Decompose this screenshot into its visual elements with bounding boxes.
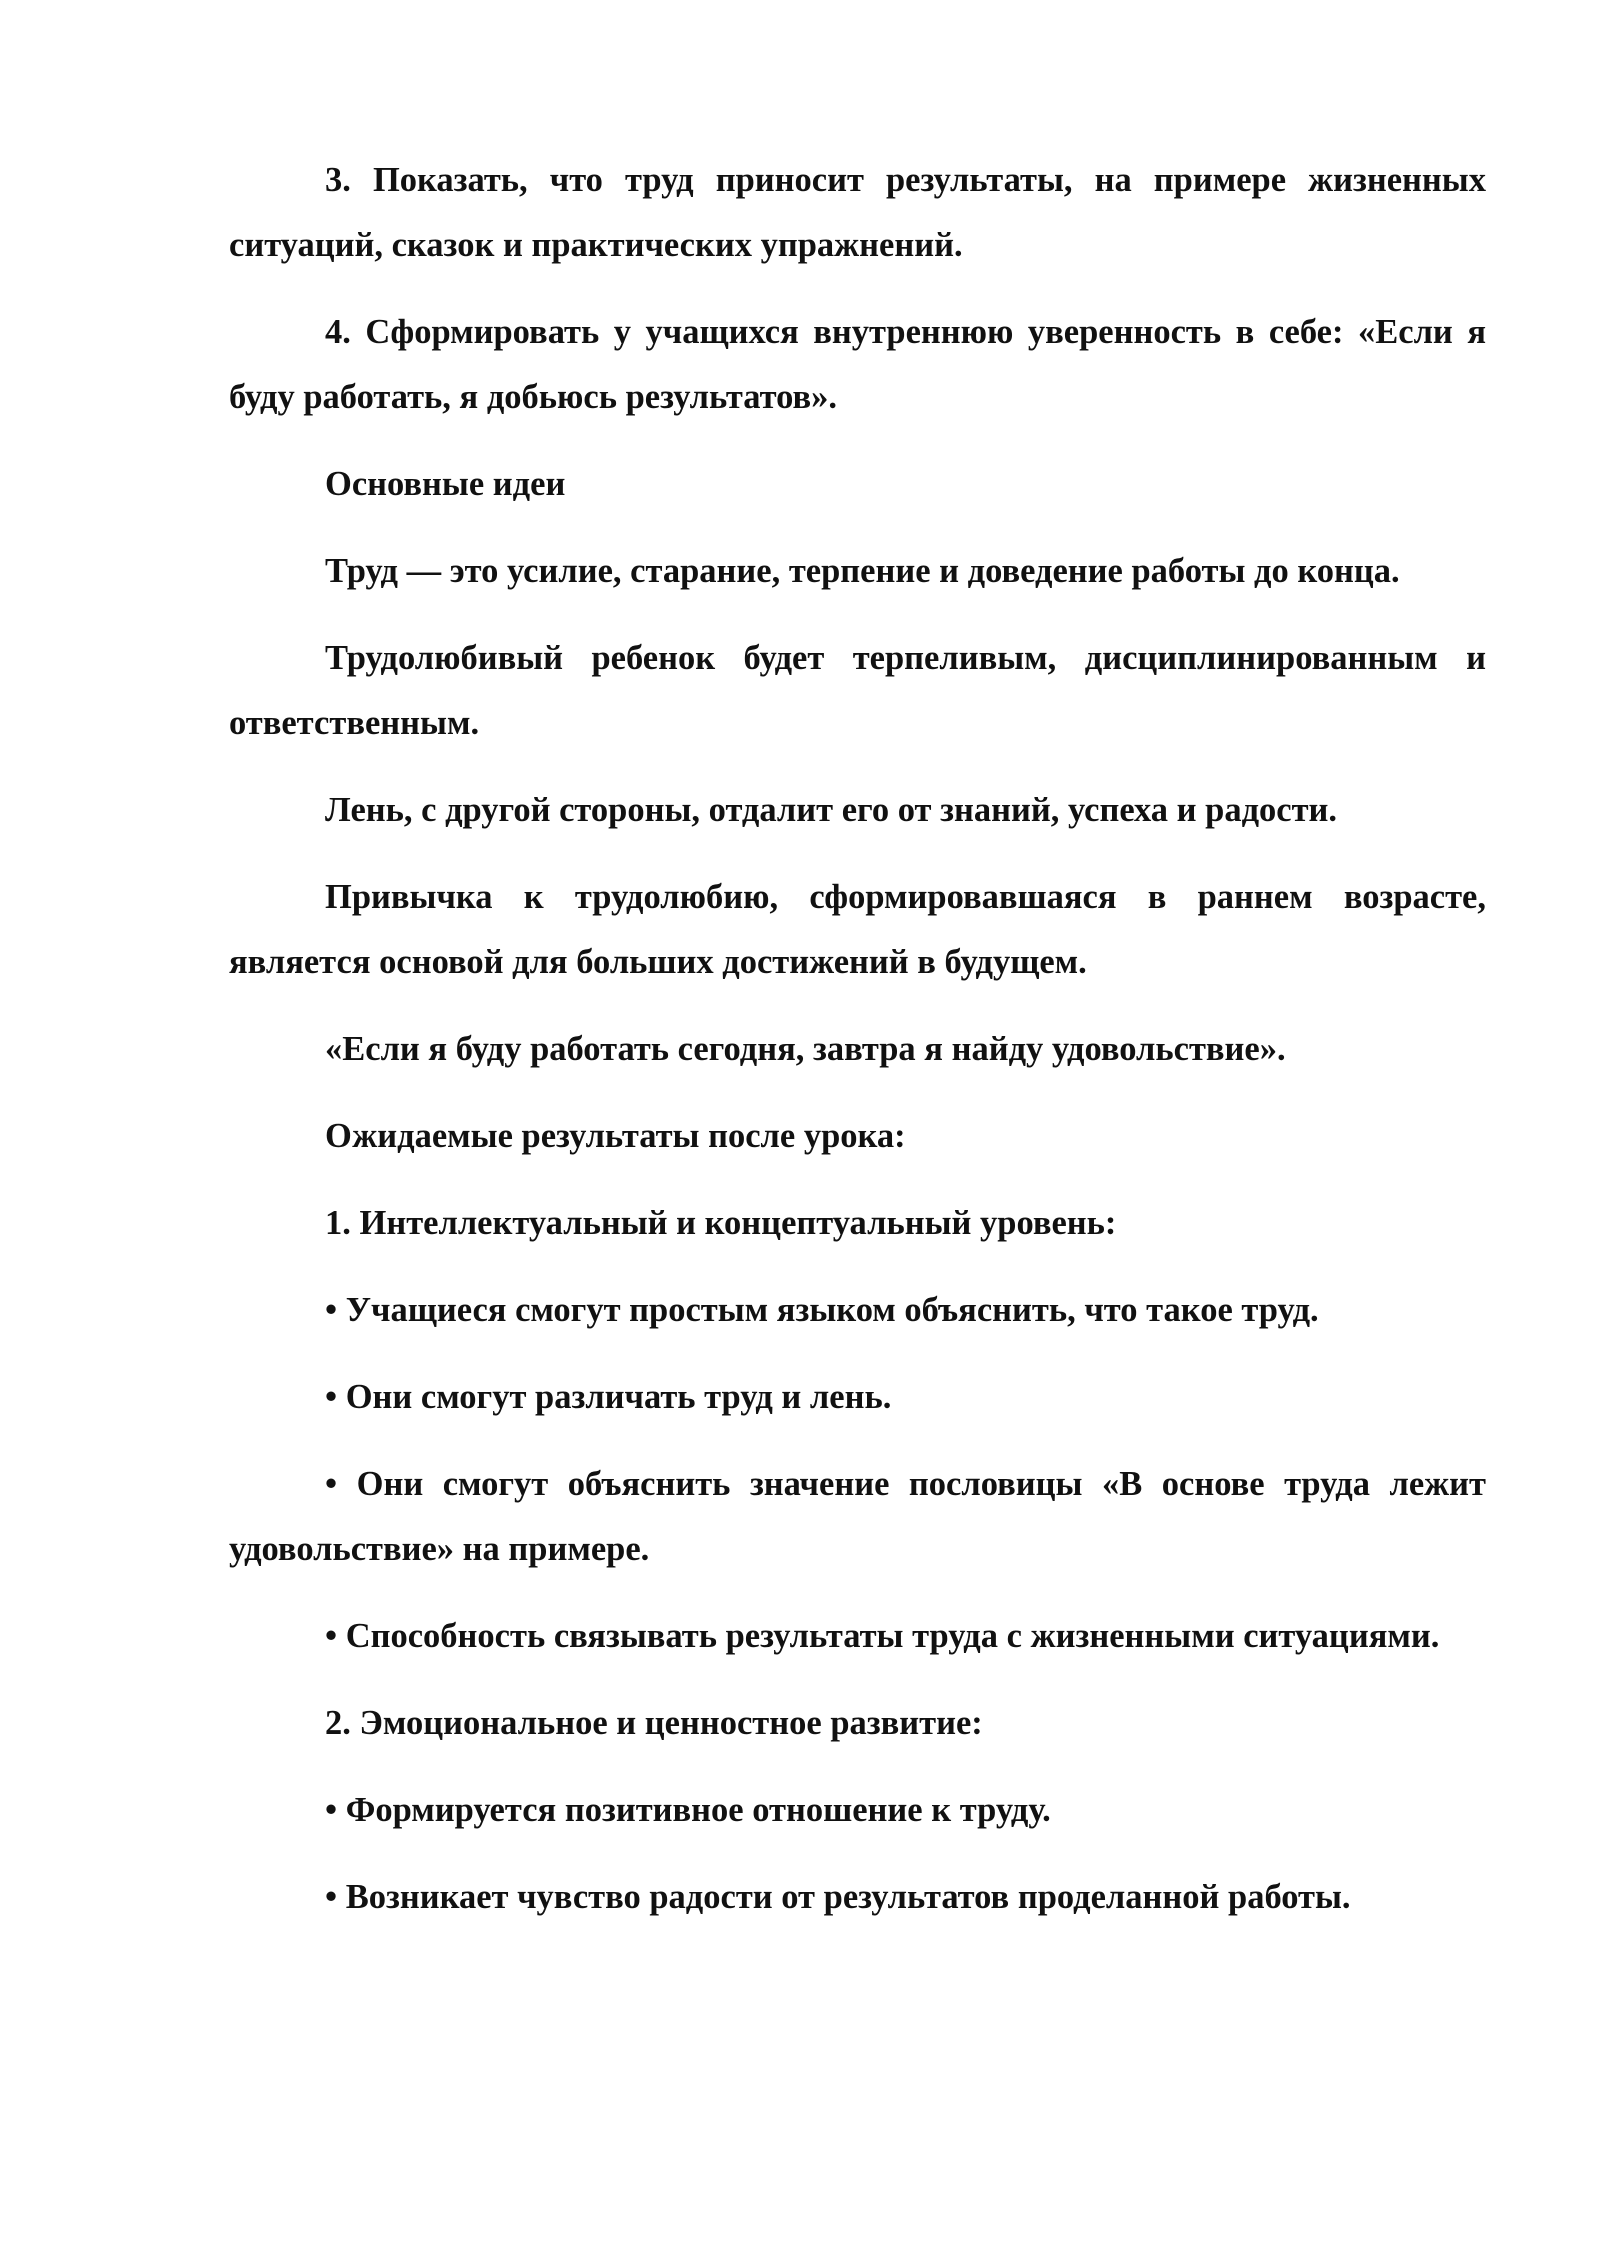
bullet-item: • Они смогут различать труд и лень. bbox=[325, 1378, 892, 1416]
bullet-item: • Учащиеся смогут простым языком объяснить, что такое труд. bbox=[325, 1291, 1319, 1329]
bullet-item: • Формируется позитивное отношение к труду. bbox=[325, 1791, 1051, 1829]
document-body bbox=[229, 148, 1486, 1952]
goal-3-paragraph: 3. Показать, что труд приносит результаты, на примере жизненных ситуаций, сказок и практических упражнений. bbox=[229, 161, 1486, 264]
goal-4-paragraph: 4. Сформировать у учащихся внутреннюю уверенность в себе: «Если я буду работать, я добьюсь результатов». bbox=[229, 313, 1486, 416]
idea-paragraph: Трудолюбивый ребенок будет терпеливым, дисциплинированным и ответственным. bbox=[229, 639, 1486, 742]
idea-paragraph: Труд — это усилие, старание, терпение и доведение работы до конца. bbox=[325, 552, 1400, 590]
bullet-item: • Они смогут объяснить значение пословицы «В основе труда лежит удовольствие» на примере. bbox=[229, 1465, 1486, 1568]
section-heading-main-ideas: Основные идеи bbox=[325, 465, 566, 503]
subsection-heading-emotional: 2. Эмоциональное и ценностное развитие: bbox=[325, 1704, 983, 1742]
quote-paragraph: «Если я буду работать сегодня, завтра я найду удовольствие». bbox=[325, 1030, 1286, 1068]
bullet-item: • Способность связывать результаты труда с жизненными ситуациями. bbox=[325, 1617, 1440, 1655]
idea-paragraph: Лень, с другой стороны, отдалит его от знаний, успеха и радости. bbox=[325, 791, 1338, 829]
section-heading-expected-results: Ожидаемые результаты после урока: bbox=[325, 1117, 906, 1155]
bullet-item: • Возникает чувство радости от результатов проделанной работы. bbox=[325, 1878, 1351, 1916]
subsection-heading-intellectual: 1. Интеллектуальный и концептуальный уровень: bbox=[325, 1204, 1117, 1242]
idea-paragraph: Привычка к трудолюбию, сформировавшаяся в раннем возрасте, является основой для больших достижений в будущем. bbox=[229, 878, 1486, 981]
